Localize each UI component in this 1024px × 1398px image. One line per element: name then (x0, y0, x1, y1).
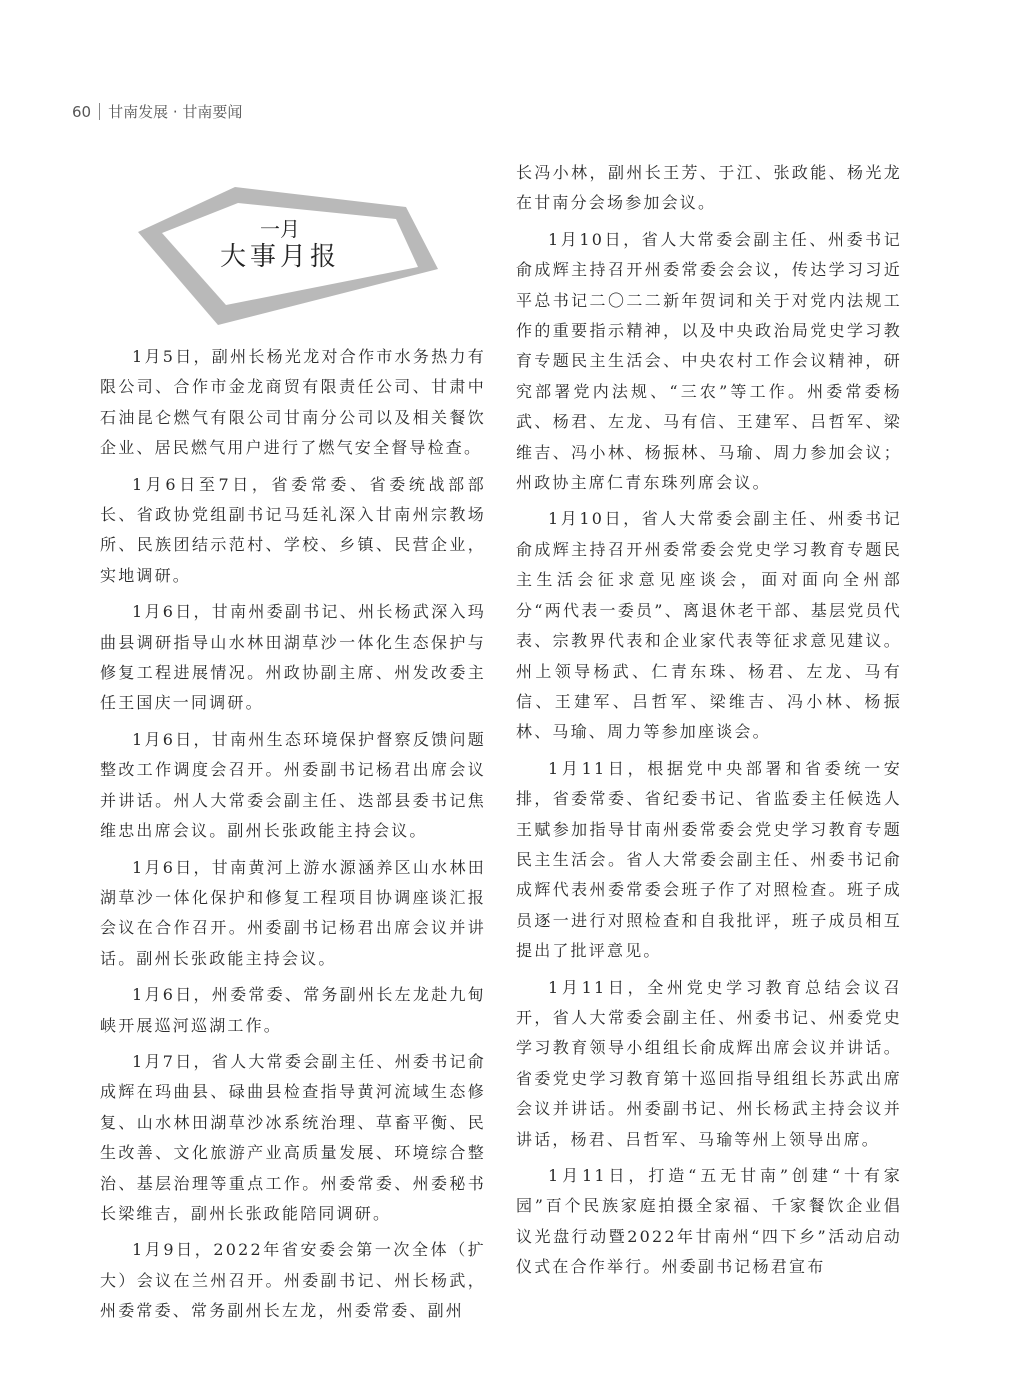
news-item: 1月5日，副州长杨光龙对合作市水务热力有限公司、合作市金龙商贸有限责任公司、甘肃中石油昆仑燃气有限公司甘南分公司以及相关餐饮企业、居民燃气用户进行了燃气安全督导检查。 (100, 347, 486, 458)
news-item: 1月6日至7日，省委常委、省委统战部部长、省政协党组副书记马廷礼深入甘南州宗教场所、民族团结示范村、学校、乡镇、民营企业，实地调研。 (100, 474, 486, 585)
page-number: 60 (72, 102, 92, 121)
news-item: 1月11日，打造“五无甘南”创建“十有家园”百个民族家庭拍摄全家福、千家餐饮企业倡议光盘行动暨2022年甘南州“四下乡”活动启动仪式在合作举行。州委副书记杨君宣布 (516, 1166, 902, 1277)
right-column (516, 158, 902, 1289)
news-item: 1月6日，州委常委、常务副州长左龙赴九甸峡开展巡河巡湖工作。 (100, 985, 486, 1035)
news-item-continuation: 长冯小林，副州长王芳、于江、张政能、杨光龙在甘南分会场参加会议。 (516, 163, 902, 213)
news-item: 1月6日，甘南黄河上游水源涵养区山水林田湖草沙一体化保护和修复工程项目协调座谈汇报会议在合作召开。州委副书记杨君出席会议并讲话。副州长张政能主持会议。 (100, 857, 486, 968)
news-item: 1月6日，甘南州委副书记、州长杨武深入玛曲县调研指导山水林田湖草沙一体化生态保护与修复工程进展情况。州政协副主席、州发改委主任王国庆一同调研。 (100, 602, 486, 713)
news-item: 1月9日，2022年省安委会第一次全体（扩大）会议在兰州召开。州委副书记、州长杨武，州委常委、常务副州长左龙，州委常委、副州 (100, 1240, 486, 1321)
page-header (72, 101, 242, 122)
news-item: 1月10日，省人大常委会副主任、州委书记俞成辉主持召开州委常委会党史学习教育专题民主生活会征求意见座谈会，面对面向全州部分“两代表一委员”、离退休老干部、基层党员代表、宗教界代表和企业家代表等征求意见建议。州上领导杨武、仁青东珠、杨君、左龙、马有信、王建军、吕哲军、梁维吉、冯小林、杨振林、马瑜、周力等参加座谈会。 (516, 509, 902, 742)
news-item: 1月6日，甘南州生态环境保护督察反馈问题整改工作调度会召开。州委副书记杨君出席会议并讲话。州人大常委会副主任、迭部县委书记焦维忠出席会议。副州长张政能主持会议。 (100, 729, 486, 841)
badge-heading: 大事月报 (219, 242, 340, 272)
badge-title (190, 217, 370, 273)
badge-month: 一月 (260, 217, 300, 241)
news-item: 1月10日，省人大常委会副主任、州委书记俞成辉主持召开州委常委会会议，传达学习习近平总书记二〇二二新年贺词和关于对党内法规工作的重要指示精神，以及中央政治局党史学习教育专题民主生活会、中央农村工作会议精神，研究部署党内法规、“三农”等工作。州委常委杨武、杨君、左龙、马有信、王建军、吕哲军、梁维吉、冯小林、杨振林、马瑜、周力参加会议；州政协主席仁青东珠列席会议。 (516, 229, 902, 493)
news-item: 1月7日，省人大常委会副主任、州委书记俞成辉在玛曲县、碌曲县检查指导黄河流域生态修复、山水林田湖草沙冰系统治理、草畜平衡、民生改善、文化旅游产业高质量发展、环境综合整治、基层治理等重点工作。州委常委、州委秘书长梁维吉，副州长张政能陪同调研。 (100, 1051, 486, 1223)
news-item: 1月11日，根据党中央部署和省委统一安排，省委常委、省纪委书记、省监委主任候选人王赋参加指导甘南州委常委会党史学习教育专题民主生活会。省人大常委会副主任、州委书记俞成辉代表州委常委会班子作了对照检查。班子成员逐一进行对照检查和自我批评，班子成员相互提出了批评意见。 (516, 758, 902, 961)
section-title: 甘南发展 · 甘南要闻 (108, 103, 243, 121)
news-item: 1月11日，全州党史学习教育总结会议召开，省人大常委会副主任、州委书记、州委党史学习教育领导小组组长俞成辉出席会议并讲话。省委党史学习教育第十巡回指导组组长苏武出席会议并讲话。州委副书记、州长杨武主持会议并讲话，杨君、吕哲军、马瑜等州上领导出席。 (516, 977, 902, 1149)
header-divider (99, 103, 100, 120)
left-column (100, 342, 486, 1333)
